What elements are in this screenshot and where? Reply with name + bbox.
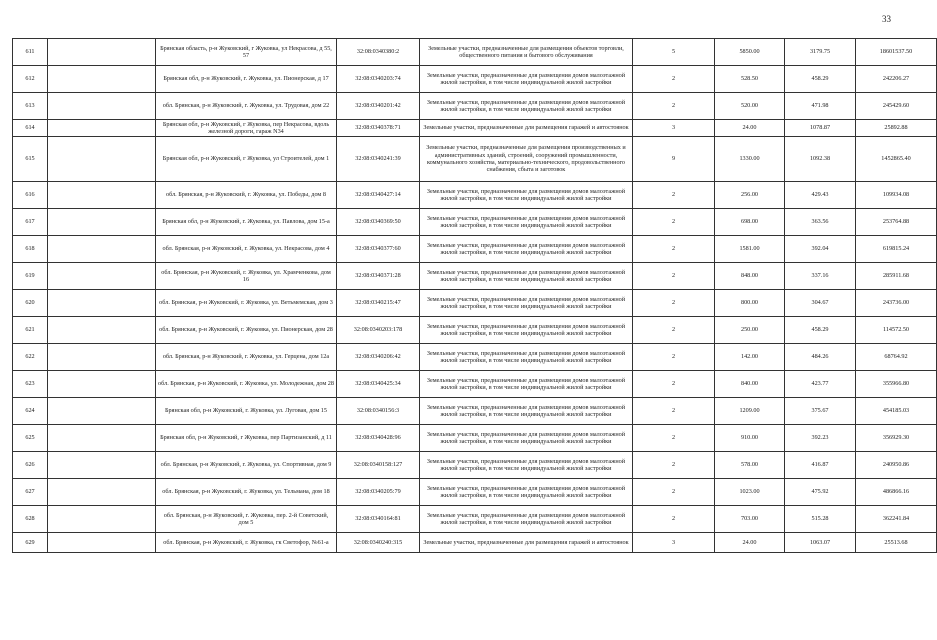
cadastral-number-cell: 32:08:0340427:14 (337, 182, 420, 209)
table-row (13, 398, 937, 425)
cadastral-number-cell: 32:08:0340240:315 (337, 533, 420, 553)
cadastral-number-cell: 32:08:0340241:39 (337, 137, 420, 182)
row-number: 627 (13, 479, 48, 506)
specific-value-cell: 1063.07 (785, 533, 856, 553)
table-row (13, 137, 937, 182)
cadastral-value-cell: 362241.84 (856, 506, 937, 533)
land-use-cell: Земельные участки, предназначенные для размещения гаражей и автостоянок (420, 533, 633, 553)
cadastral-value-cell: 240950.86 (856, 452, 937, 479)
group-number-cell: 5 (633, 39, 715, 66)
cadastral-number-cell: 32:08:0340369:50 (337, 209, 420, 236)
empty-cell (48, 452, 156, 479)
cadastral-number-cell: 32:08:0340380:2 (337, 39, 420, 66)
empty-cell (48, 506, 156, 533)
table-row (13, 290, 937, 317)
area-cell: 142.00 (715, 344, 785, 371)
empty-cell (48, 236, 156, 263)
area-cell: 24.00 (715, 120, 785, 137)
specific-value-cell: 363.56 (785, 209, 856, 236)
address-cell: обл. Брянская, р-н Жуковский, г. Жуковка, гк Светофор, №61-а (156, 533, 337, 553)
row-number: 618 (13, 236, 48, 263)
area-cell: 256.00 (715, 182, 785, 209)
empty-cell (48, 317, 156, 344)
land-use-cell: Земельные участки, предназначенные для размещения домов малоэтажной жилой застройки, в том числе индивидуальной жилой застройки (420, 182, 633, 209)
area-cell: 910.00 (715, 425, 785, 452)
group-number-cell: 2 (633, 371, 715, 398)
cadastral-value-cell: 25513.68 (856, 533, 937, 553)
empty-cell (48, 371, 156, 398)
land-use-cell: Земельные участки, предназначенные для размещения объектов торговли, общественного питания и бытового обслуживания (420, 39, 633, 66)
cadastral-value-cell: 454185.03 (856, 398, 937, 425)
cadastral-value-cell: 114572.50 (856, 317, 937, 344)
empty-cell (48, 425, 156, 452)
group-number-cell: 2 (633, 290, 715, 317)
table-row (13, 236, 937, 263)
area-cell: 698.00 (715, 209, 785, 236)
empty-cell (48, 137, 156, 182)
area-cell: 1023.00 (715, 479, 785, 506)
cadastral-value-cell: 253764.88 (856, 209, 937, 236)
cadastral-number-cell: 32:08:0340201:42 (337, 93, 420, 120)
row-number: 622 (13, 344, 48, 371)
row-number: 620 (13, 290, 48, 317)
address-cell: обл. Брянская, р-н Жуковский, г. Жуковка, ул. Некрасова, дом 4 (156, 236, 337, 263)
cadastral-value-cell: 68764.92 (856, 344, 937, 371)
row-number: 616 (13, 182, 48, 209)
cadastral-number-cell: 32:08:0340156:3 (337, 398, 420, 425)
area-cell: 800.00 (715, 290, 785, 317)
row-number: 617 (13, 209, 48, 236)
row-number: 623 (13, 371, 48, 398)
area-cell: 520.00 (715, 93, 785, 120)
table-row (13, 506, 937, 533)
land-use-cell: Земельные участки, предназначенные для размещения домов малоэтажной жилой застройки, в том числе индивидуальной жилой застройки (420, 290, 633, 317)
group-number-cell: 2 (633, 236, 715, 263)
address-cell: обл. Брянская, р-н Жуковский, г. Жуковка, ул. Ветьмемская, дом 3 (156, 290, 337, 317)
group-number-cell: 2 (633, 182, 715, 209)
area-cell: 24.00 (715, 533, 785, 553)
row-number: 628 (13, 506, 48, 533)
row-number: 615 (13, 137, 48, 182)
specific-value-cell: 515.28 (785, 506, 856, 533)
row-number: 614 (13, 120, 48, 137)
cadastral-number-cell: 32:08:0340425:34 (337, 371, 420, 398)
area-cell: 578.00 (715, 452, 785, 479)
address-cell: Брянская обл, р-н Жуковский, г. Жуковка, ул. Пионерская, д 17 (156, 66, 337, 93)
empty-cell (48, 479, 156, 506)
empty-cell (48, 290, 156, 317)
cadastral-value-cell: 109934.08 (856, 182, 937, 209)
cadastral-number-cell: 32:08:0340203:74 (337, 66, 420, 93)
specific-value-cell: 375.67 (785, 398, 856, 425)
address-cell: обл. Брянская, р-н Жуковский, г. Жуковка, ул. Молодежная, дом 28 (156, 371, 337, 398)
land-use-cell: Земельные участки, предназначенные для размещения домов малоэтажной жилой застройки, в том числе индивидуальной жилой застройки (420, 236, 633, 263)
group-number-cell: 2 (633, 317, 715, 344)
specific-value-cell: 416.87 (785, 452, 856, 479)
empty-cell (48, 93, 156, 120)
group-number-cell: 2 (633, 425, 715, 452)
address-cell: обл. Брянская, р-н Жуковский, г. Жуковка, ул. Тельмана, дом 18 (156, 479, 337, 506)
land-use-cell: Земельные участки, предназначенные для размещения домов малоэтажной жилой застройки, в том числе индивидуальной жилой застройки (420, 371, 633, 398)
row-number: 626 (13, 452, 48, 479)
empty-cell (48, 209, 156, 236)
cadastral-number-cell: 32:08:0340378:71 (337, 120, 420, 137)
cadastral-number-cell: 32:08:0340377:60 (337, 236, 420, 263)
area-cell: 5850.00 (715, 39, 785, 66)
cadastral-number-cell: 32:08:0340203:178 (337, 317, 420, 344)
table-row (13, 479, 937, 506)
group-number-cell: 9 (633, 137, 715, 182)
area-cell: 840.00 (715, 371, 785, 398)
row-number: 619 (13, 263, 48, 290)
land-use-cell: Земельные участки, предназначенные для размещения домов малоэтажной жилой застройки, в том числе индивидуальной жилой застройки (420, 452, 633, 479)
land-use-cell: Земельные участки, предназначенные для размещения гаражей и автостоянок (420, 120, 633, 137)
empty-cell (48, 39, 156, 66)
area-cell: 1330.00 (715, 137, 785, 182)
table-row (13, 39, 937, 66)
area-cell: 250.00 (715, 317, 785, 344)
group-number-cell: 2 (633, 66, 715, 93)
group-number-cell: 3 (633, 120, 715, 137)
cadastral-number-cell: 32:08:0340158:127 (337, 452, 420, 479)
cadastral-value-cell: 356929.30 (856, 425, 937, 452)
cadastral-value-cell: 18601537.50 (856, 39, 937, 66)
specific-value-cell: 304.67 (785, 290, 856, 317)
cadastral-number-cell: 32:08:0340371:28 (337, 263, 420, 290)
area-cell: 703.00 (715, 506, 785, 533)
address-cell: Брянская обл, р-н Жуковский, г. Жуковка, ул. Павлова, дом 15-а (156, 209, 337, 236)
address-cell: обл. Брянская, р-н Жуковский, г. Жуковка, ул. Герцена, дом 12а (156, 344, 337, 371)
specific-value-cell: 3179.75 (785, 39, 856, 66)
row-number: 613 (13, 93, 48, 120)
table-row (13, 533, 937, 553)
address-cell: обл. Брянская, р-н Жуковский, г. Жуковка, ул. Трудовая, дом 22 (156, 93, 337, 120)
address-cell: Брянская обл, р-н Жуковский, г Жуковка, пер Некрасова, вдоль железной дороги, гараж N34 (156, 120, 337, 137)
empty-cell (48, 120, 156, 137)
cadastral-value-cell: 25892.88 (856, 120, 937, 137)
area-cell: 1209.00 (715, 398, 785, 425)
group-number-cell: 2 (633, 93, 715, 120)
specific-value-cell: 484.26 (785, 344, 856, 371)
land-use-cell: Земельные участки, предназначенные для размещения домов малоэтажной жилой застройки, в том числе индивидуальной жилой застройки (420, 344, 633, 371)
group-number-cell: 2 (633, 209, 715, 236)
empty-cell (48, 533, 156, 553)
row-number: 625 (13, 425, 48, 452)
row-number: 621 (13, 317, 48, 344)
table-row (13, 182, 937, 209)
address-cell: обл. Брянская, р-н Жуковский, г. Жуковка, ул. Победы, дом 8 (156, 182, 337, 209)
cadastral-number-cell: 32:08:0340164:81 (337, 506, 420, 533)
cadastral-number-cell: 32:08:0340215:47 (337, 290, 420, 317)
land-use-cell: Земельные участки, предназначенные для размещения домов малоэтажной жилой застройки, в том числе индивидуальной жилой застройки (420, 209, 633, 236)
table-row (13, 317, 937, 344)
address-cell: обл. Брянская, р-н Жуковский, г. Жуковка, ул. Храмченкова, дом 16 (156, 263, 337, 290)
area-cell: 1581.00 (715, 236, 785, 263)
empty-cell (48, 398, 156, 425)
address-cell: Брянская обл, р-н Жуковский, г Жуковка, ул Строителей, дом 1 (156, 137, 337, 182)
land-use-cell: Земельные участки, предназначенные для размещения домов малоэтажной жилой застройки, в том числе индивидуальной жилой застройки (420, 93, 633, 120)
land-use-cell: Земельные участки, предназначенные для размещения производственных и административных зданий, строений, сооружений промышленности, коммунального хозяйства, материально-технического, продовольственного снабжения, сбыта и заготовок (420, 137, 633, 182)
area-cell: 848.00 (715, 263, 785, 290)
table-row (13, 209, 937, 236)
table-row (13, 452, 937, 479)
cadastral-value-cell: 285911.68 (856, 263, 937, 290)
table-body (13, 39, 937, 553)
address-cell: обл. Брянская, р-н Жуковский, г. Жуковка, ул. Пионерская, дом 28 (156, 317, 337, 344)
table-row (13, 263, 937, 290)
table-row (13, 93, 937, 120)
land-use-cell: Земельные участки, предназначенные для размещения домов малоэтажной жилой застройки, в том числе индивидуальной жилой застройки (420, 66, 633, 93)
area-cell: 528.50 (715, 66, 785, 93)
group-number-cell: 2 (633, 263, 715, 290)
land-use-cell: Земельные участки, предназначенные для размещения домов малоэтажной жилой застройки, в том числе индивидуальной жилой застройки (420, 479, 633, 506)
cadastral-value-cell: 619815.24 (856, 236, 937, 263)
cadastral-value-cell: 245429.60 (856, 93, 937, 120)
cadastral-value-table (12, 38, 937, 553)
empty-cell (48, 263, 156, 290)
specific-value-cell: 458.29 (785, 317, 856, 344)
specific-value-cell: 1078.87 (785, 120, 856, 137)
specific-value-cell: 423.77 (785, 371, 856, 398)
cadastral-value-cell: 243736.00 (856, 290, 937, 317)
table-row (13, 344, 937, 371)
group-number-cell: 2 (633, 479, 715, 506)
cadastral-value-cell: 242206.27 (856, 66, 937, 93)
specific-value-cell: 471.98 (785, 93, 856, 120)
row-number: 611 (13, 39, 48, 66)
cadastral-value-cell: 486866.16 (856, 479, 937, 506)
page-number: 33 (882, 14, 891, 24)
specific-value-cell: 475.92 (785, 479, 856, 506)
address-cell: обл. Брянская, р-н Жуковский, г. Жуковка, ул. Спортивная, дом 9 (156, 452, 337, 479)
specific-value-cell: 1092.38 (785, 137, 856, 182)
land-use-cell: Земельные участки, предназначенные для размещения домов малоэтажной жилой застройки, в том числе индивидуальной жилой застройки (420, 263, 633, 290)
cadastral-value-cell: 355966.80 (856, 371, 937, 398)
address-cell: Брянская обл, р-н Жуковский, г. Жуковка, ул. Луговая, дом 15 (156, 398, 337, 425)
table-row (13, 66, 937, 93)
address-cell: Брянская обл, р-н Жуковский, г Жуковка, пер Партизанский, д 11 (156, 425, 337, 452)
specific-value-cell: 392.04 (785, 236, 856, 263)
cadastral-value-cell: 1452865.40 (856, 137, 937, 182)
address-cell: обл. Брянская, р-н Жуковский, г. Жуковка, пер. 2-й Советский, дом 5 (156, 506, 337, 533)
table-row (13, 120, 937, 137)
table-row (13, 425, 937, 452)
empty-cell (48, 182, 156, 209)
land-use-cell: Земельные участки, предназначенные для размещения домов малоэтажной жилой застройки, в том числе индивидуальной жилой застройки (420, 506, 633, 533)
group-number-cell: 2 (633, 506, 715, 533)
cadastral-number-cell: 32:08:0340428:96 (337, 425, 420, 452)
cadastral-number-cell: 32:08:0340206:42 (337, 344, 420, 371)
empty-cell (48, 344, 156, 371)
land-use-cell: Земельные участки, предназначенные для размещения домов малоэтажной жилой застройки, в том числе индивидуальной жилой застройки (420, 425, 633, 452)
group-number-cell: 2 (633, 452, 715, 479)
empty-cell (48, 66, 156, 93)
address-cell: Брянская область, р-н Жуковский, г Жуковка, ул Некрасова, д 55, 57 (156, 39, 337, 66)
table-row (13, 371, 937, 398)
specific-value-cell: 392.23 (785, 425, 856, 452)
specific-value-cell: 429.43 (785, 182, 856, 209)
row-number: 624 (13, 398, 48, 425)
row-number: 629 (13, 533, 48, 553)
group-number-cell: 2 (633, 398, 715, 425)
land-use-cell: Земельные участки, предназначенные для размещения домов малоэтажной жилой застройки, в том числе индивидуальной жилой застройки (420, 317, 633, 344)
land-use-cell: Земельные участки, предназначенные для размещения домов малоэтажной жилой застройки, в том числе индивидуальной жилой застройки (420, 398, 633, 425)
group-number-cell: 2 (633, 344, 715, 371)
group-number-cell: 3 (633, 533, 715, 553)
specific-value-cell: 458.29 (785, 66, 856, 93)
row-number: 612 (13, 66, 48, 93)
cadastral-number-cell: 32:08:0340205:79 (337, 479, 420, 506)
specific-value-cell: 337.16 (785, 263, 856, 290)
